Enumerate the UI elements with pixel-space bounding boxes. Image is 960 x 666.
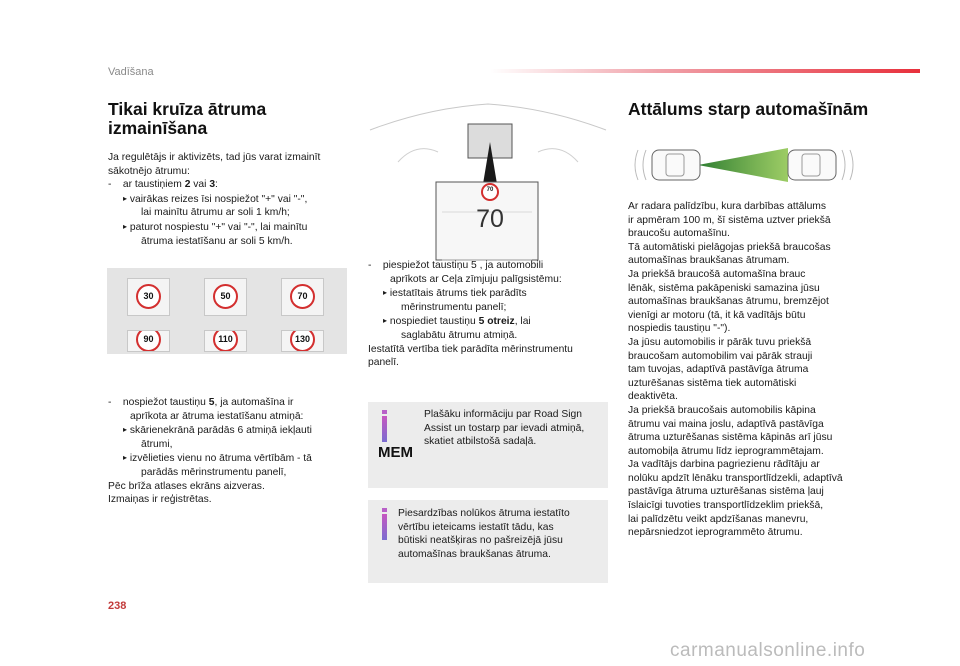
speed-preset-card (281, 278, 324, 316)
bullet-item-cont: lai mainītu ātrumu ar soli 1 km/h; (141, 207, 290, 219)
bullet-item: ▸ iestatītais ātrums tiek parādīts (383, 288, 527, 300)
info-icon (382, 514, 387, 540)
info-text: Piesardzības nolūkos ātruma iestatīto vērtību ieteicams iestatīt tādu, kas būtiski neatšķiras no pašreizējā jūsu automašīnas braukšanas ātruma. (398, 508, 570, 560)
radar-drawing (628, 140, 873, 190)
speed-preset-card (204, 330, 247, 352)
middle-text-block (368, 259, 613, 370)
dash-item: - nospiežot taustiņu 5, ja automašīna ir (108, 397, 294, 408)
line: lēnāk, sistēma pakāpeniski samazina jūsu (628, 282, 820, 294)
mem-button-icon: MEM (378, 444, 413, 461)
speed-preset-card (281, 330, 324, 352)
speed-limit-sign: 70 (290, 284, 315, 309)
line: braucošam automobilim vai pārāk strauji (628, 350, 813, 362)
bullet-item: ▸ izvēlieties vienu no ātruma vērtībām - tā (123, 453, 312, 465)
left-heading-line2: izmainīšana (108, 118, 208, 138)
left-text-block-2 (108, 396, 358, 507)
line: īslaicīgi tuvoties transportlīdzeklim priekšā, (628, 500, 824, 512)
info-dot (382, 508, 387, 512)
bullet-triangle-icon: ▸ (123, 453, 128, 463)
info-text: Plašāku informāciju par Road Sign Assist un tostarp par ievadi atmiņā, skatiet atbilstošā sadaļā. (424, 409, 585, 448)
bullet-item: ▸ nospiediet taustiņu 5 otreiz, lai (383, 316, 531, 328)
bullet-item: ▸ vairākas reizes īsi nospiežot "+" vai "-", (123, 193, 308, 205)
line: ātruma uzturēšanas sistēma kāpinās arī jūsu (628, 432, 833, 444)
info-dot (382, 410, 387, 414)
instrument-cluster-illustration (368, 92, 608, 262)
dash-item-cont: aprīkots ar Ceļa zīmjuju palīgsistēmu: (390, 273, 562, 285)
bullet-item-cont: ātrumi, (141, 438, 173, 450)
line: Ja jūsu automobilis ir pārāk tuvu priekšā (628, 336, 812, 348)
bullet-item-cont: ātruma iestatīšanu ar soli 5 km/h. (141, 235, 293, 247)
speed-limit-sign: 90 (136, 330, 161, 352)
line: pastāvīga ātruma uzturēšanas sistēma ļauj (628, 486, 824, 498)
dash-item: - piespiežot taustiņu 5 , ja automobili (368, 260, 544, 271)
line: ir apmēram 100 m, šī sistēma uztver priekšā (628, 214, 831, 226)
speed-limit-sign: 130 (290, 330, 315, 352)
line: Tā automātiski pielāgojas priekšā braucošas (628, 241, 831, 253)
cluster-drawing (368, 92, 608, 262)
bullet-triangle-icon: ▸ (123, 193, 128, 203)
right-heading: Attālums starp automašīnām (628, 99, 869, 119)
line: deaktivēta. (628, 391, 678, 403)
line: nospiedis taustiņu "-"). (628, 323, 731, 335)
right-text-block (628, 200, 888, 540)
vehicle-distance-illustration (628, 140, 873, 190)
bullet-item: ▸ paturot nospiestu "+" vai "-", lai mainītu (123, 221, 308, 233)
speed-limit-sign: 30 (136, 284, 161, 309)
paragraph: Iestatītā vertība tiek parādīta mērinstrumentu (368, 343, 573, 355)
speed-limit-sign: 50 (213, 284, 238, 309)
bullet-item: ▸ skārienekrānā parādās 6 atmiņā iekļauti (123, 425, 312, 437)
bullet-item-cont: parādās mērinstrumentu panelī, (141, 466, 287, 478)
info-box-safety (368, 500, 608, 583)
bullet-triangle-icon: ▸ (123, 425, 128, 435)
speed-presets-illustration (107, 268, 347, 354)
line: lai palīdzētu veikt apdzīšanas manevru, (628, 513, 809, 525)
line: automobiļa ātrumu līdz ieprogrammētajam. (628, 445, 824, 457)
line: braucošu automašīnu. (628, 228, 730, 240)
bullet-item-cont: saglabātu ātrumu atmiņā. (401, 329, 518, 341)
bullet-item-cont: mērinstrumentu panelī; (401, 301, 507, 313)
line: Ja priekšā braucošais automobilis kāpina (628, 404, 816, 416)
line: Ja vadītājs darbina pagriezienu rādītāju ar (628, 459, 820, 471)
header-accent-bar (490, 69, 920, 73)
watermark: carmanualsonline.info (670, 640, 866, 661)
info-icon (382, 416, 387, 442)
cluster-speed-display: 70 (476, 205, 504, 233)
speed-preset-card (127, 330, 170, 352)
line: Ja priekšā braucošā automašīna brauc (628, 268, 806, 280)
line: automašīnas braukšanas ātrumam. (628, 255, 790, 267)
speed-preset-card (127, 278, 170, 316)
dash-item: - ar taustiņiem 2 vai 3: (108, 179, 218, 191)
left-heading-line1: Tikai kruīza ātruma (108, 99, 267, 119)
line: uzturēšanas sistēma tiek automātiski (628, 377, 797, 389)
paragraph: panelī. (368, 357, 399, 369)
line: tam tuvojas, adaptīvā pastāvīga ātruma (628, 364, 809, 376)
line: nepārsniedzot ieprogrammēto ātrumu. (628, 527, 803, 539)
cluster-speed-sign-value: 70 (486, 187, 494, 193)
info-box-road-sign (368, 402, 608, 488)
paragraph: Pēc brīža atlases ekrāns aizveras. (108, 480, 265, 492)
speed-preset-card (204, 278, 247, 316)
section-title: Vadīšana (108, 66, 154, 78)
line: nolūku apdzīt lēnāku transportlīdzekli, adaptīvā (628, 472, 843, 484)
paragraph: Izmaiņas ir reģistrētas. (108, 494, 212, 506)
line: Ar radara palīdzību, kura darbības attālums (628, 201, 827, 212)
line: ātrumu vai maina joslu, adaptīvā pastāvīga (628, 418, 824, 430)
bullet-triangle-icon: ▸ (383, 316, 388, 326)
paragraph: Ja regulētājs ir aktivizēts, tad jūs varat izmainīt (108, 152, 321, 163)
line: automašīnas braukšanas ātrumu, bremzējot (628, 296, 829, 308)
left-heading (108, 100, 266, 138)
bullet-triangle-icon: ▸ (123, 221, 128, 231)
left-text-block-1 (108, 151, 358, 248)
line: vienīgi ar motoru (tā, it kā vadītājs būtu (628, 309, 806, 321)
bullet-triangle-icon: ▸ (383, 288, 388, 298)
paragraph: sākotnējo ātrumu: (108, 165, 190, 177)
speed-limit-sign: 110 (213, 330, 238, 352)
page-number: 238 (108, 600, 127, 612)
dash-item-cont: aprīkota ar ātruma iestatīšanu atmiņā: (130, 410, 304, 422)
